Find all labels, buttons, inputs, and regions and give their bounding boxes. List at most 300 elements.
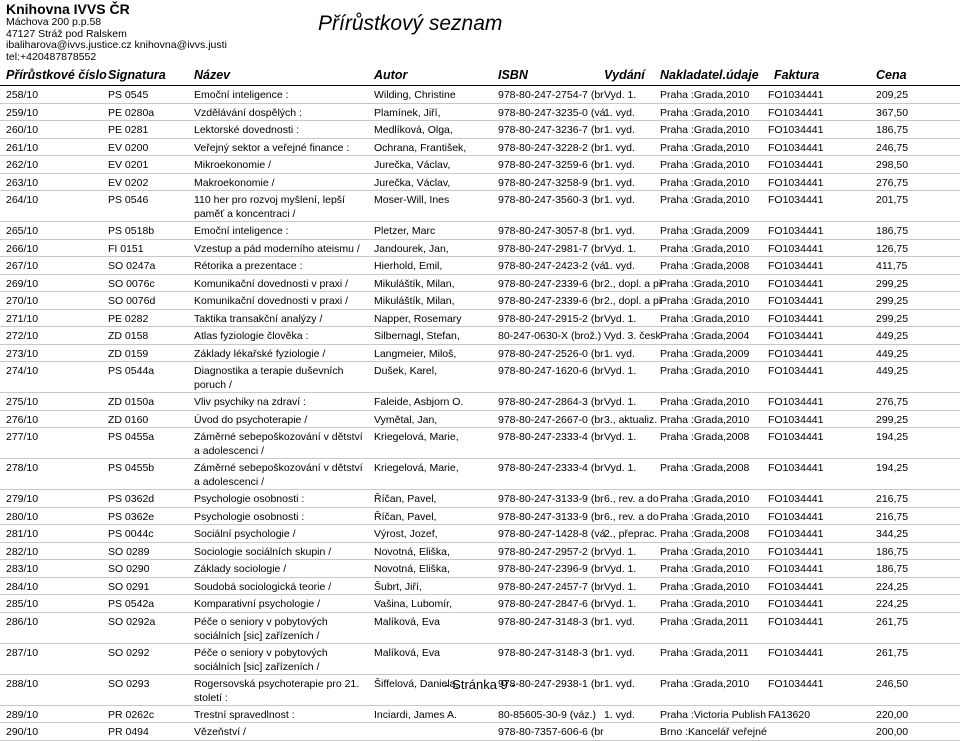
cell-publisher: Praha :Grada,2010: [660, 598, 750, 610]
cell-accession-number: 264/10: [6, 194, 39, 206]
cell-accession-number: 271/10: [6, 312, 39, 325]
cell-invoice: FO1034441: [768, 242, 824, 255]
cell-title: Atlas fyziologie člověka :: [194, 330, 309, 342]
table-row: [0, 240, 960, 258]
cell-signature: PS 0542a: [108, 598, 155, 610]
cell-invoice: FO1034441: [768, 598, 824, 610]
cell-accession-number: 282/10: [6, 545, 39, 558]
cell-edition: 6., rev. a do: [604, 510, 659, 523]
cell-author: Vymětal, Jan,: [374, 413, 438, 426]
cell-isbn: 978-80-247-3259-6 (br: [498, 159, 604, 171]
table-row: [0, 644, 960, 675]
header-signature: Signatura: [108, 68, 166, 82]
cell-publisher: Praha :Grada,2010: [660, 493, 750, 505]
cell-invoice: FO1034441: [768, 260, 824, 272]
library-info: [6, 2, 227, 63]
cell-title: Úvod do psychoterapie /: [194, 413, 308, 426]
cell-edition: Vyd. 1.: [604, 598, 637, 610]
cell-author: Wilding, Christine: [374, 89, 456, 101]
cell-accession-number: 263/10: [6, 176, 39, 189]
cell-author: Říčan, Pavel,: [374, 493, 437, 505]
cell-edition: 2., přeprac.: [604, 528, 658, 540]
cell-publisher: Brno :Kancelář veřejné: [660, 726, 767, 738]
cell-author: Moser-Will, Ines: [374, 194, 450, 206]
cell-publisher: Praha :Grada,2008: [660, 260, 750, 272]
cell-author: Mikuláštík, Milan,: [374, 295, 455, 307]
cell-signature: SO 0290: [108, 563, 150, 575]
cell-edition: Vyd. 3. česk: [604, 330, 661, 342]
cell-invoice: FO1034441: [768, 347, 824, 360]
cell-invoice: FO1034441: [768, 493, 824, 505]
table-row: [0, 222, 960, 240]
cell-isbn: 978-80-247-3148-3 (br: [498, 646, 604, 659]
cell-title: Komparativní psychologie /: [194, 598, 321, 610]
cell-price: 246,75: [876, 141, 909, 154]
cell-accession-number: 276/10: [6, 413, 39, 426]
cell-publisher: Praha :Grada,2009: [660, 225, 750, 237]
cell-price: 246,50: [876, 677, 909, 690]
cell-edition: Vyd. 1.: [604, 580, 637, 593]
table-row: [0, 393, 960, 411]
cell-title: Veřejný sektor a veřejné finance :: [194, 141, 350, 154]
cell-publisher: Praha :Grada,2009: [660, 347, 750, 360]
document-title: Přírůstkový seznam: [318, 12, 503, 35]
cell-invoice: FO1034441: [768, 312, 824, 325]
cell-title: Péče o seniory v pobytových sociálních [sic] zařízeních /: [194, 646, 328, 673]
cell-author: Hierhold, Emil,: [374, 260, 443, 272]
cell-invoice: FO1034441: [768, 106, 824, 119]
table-row: [0, 706, 960, 724]
cell-accession-number: 285/10: [6, 598, 39, 610]
cell-publisher: Praha :Grada,2011: [660, 615, 749, 628]
cell-author: Napper, Rosemary: [374, 312, 462, 325]
cell-signature: SO 0076d: [108, 295, 156, 307]
table-row: [0, 411, 960, 429]
cell-accession-number: 274/10: [6, 365, 39, 377]
cell-price: 186,75: [876, 563, 909, 575]
table-row: [0, 345, 960, 363]
cell-publisher: Praha :Grada,2010: [660, 396, 750, 408]
cell-signature: SO 0076c: [108, 277, 155, 290]
cell-edition: 1. vyd.: [604, 124, 635, 136]
table-row: [0, 104, 960, 122]
cell-accession-number: 259/10: [6, 106, 39, 119]
cell-accession-number: 262/10: [6, 159, 39, 171]
cell-author: Mikuláštík, Milan,: [374, 277, 455, 290]
library-name: Knihovna IVVS ČR: [6, 1, 130, 17]
cell-author: Jurečka, Václav,: [374, 176, 451, 189]
cell-edition: Vyd. 1.: [604, 312, 637, 325]
accession-table: [0, 86, 960, 741]
cell-author: Šiffelová, Daniela,: [374, 677, 459, 690]
cell-invoice: FO1034441: [768, 580, 824, 593]
cell-signature: SO 0291: [108, 580, 150, 593]
library-address-line: Máchova 200 p.p.58: [6, 16, 102, 28]
cell-accession-number: 280/10: [6, 510, 39, 523]
cell-publisher: Praha :Grada,2010: [660, 545, 750, 558]
cell-accession-number: 265/10: [6, 225, 39, 237]
cell-author: Výrost, Jozef,: [374, 528, 438, 540]
cell-price: 276,75: [876, 176, 909, 189]
cell-isbn: 978-80-247-2333-4 (br: [498, 462, 604, 474]
cell-price: 299,25: [876, 413, 909, 426]
cell-title: Emoční inteligence :: [194, 89, 289, 101]
cell-invoice: FO1034441: [768, 141, 824, 154]
cell-isbn: 978-80-247-2915-2 (br: [498, 312, 604, 325]
cell-signature: PS 0362e: [108, 510, 155, 523]
cell-isbn: 978-80-247-2457-7 (br: [498, 580, 604, 593]
cell-invoice: FO1034441: [768, 563, 824, 575]
table-row: [0, 459, 960, 490]
cell-price: 261,75: [876, 646, 909, 659]
cell-publisher: Praha :Grada,2008: [660, 528, 750, 540]
cell-price: 299,25: [876, 277, 909, 290]
cell-author: Novotná, Eliška,: [374, 563, 450, 575]
cell-publisher: Praha :Grada,2010: [660, 677, 750, 690]
cell-price: 186,75: [876, 225, 909, 237]
cell-publisher: Praha :Grada,2010: [660, 106, 750, 119]
library-email-line: ibaliharova@ivvs.justice.cz knihovna@ivvs.justi: [6, 39, 227, 51]
cell-edition: 1. vyd.: [604, 677, 635, 690]
cell-accession-number: 286/10: [6, 615, 39, 628]
cell-invoice: FO1034441: [768, 413, 824, 426]
cell-signature: PE 0281: [108, 124, 149, 136]
table-row: [0, 508, 960, 526]
header-isbn: ISBN: [498, 68, 528, 82]
cell-accession-number: 277/10: [6, 431, 39, 443]
cell-invoice: FO1034441: [768, 646, 824, 659]
table-row: [0, 327, 960, 345]
cell-author: Říčan, Pavel,: [374, 510, 437, 523]
cell-publisher: Praha :Grada,2010: [660, 124, 750, 136]
cell-isbn: 978-80-247-2847-6 (br: [498, 598, 604, 610]
cell-price: 194,25: [876, 431, 909, 443]
cell-publisher: Praha :Grada,2008: [660, 462, 750, 474]
cell-title: Vzestup a pád moderního ateismu /: [194, 242, 360, 255]
cell-invoice: FO1034441: [768, 295, 824, 307]
table-row: [0, 275, 960, 293]
cell-invoice: FO1034441: [768, 528, 824, 540]
table-row: [0, 525, 960, 543]
table-row: [0, 595, 960, 613]
cell-signature: ZD 0160: [108, 413, 149, 426]
cell-publisher: Praha :Grada,2010: [660, 580, 750, 593]
cell-title: Komunikační dovednosti v praxi /: [194, 295, 349, 307]
cell-title: Soudobá sociologická teorie /: [194, 580, 332, 593]
cell-title: Vliv psychiky na zdraví :: [194, 396, 307, 408]
cell-author: Medlíková, Olga,: [374, 124, 453, 136]
cell-publisher: Praha :Grada,2010: [660, 413, 750, 426]
cell-publisher: Praha :Grada,2010: [660, 141, 750, 154]
cell-isbn: 80-85605-30-9 (váz.): [498, 708, 597, 721]
cell-accession-number: 283/10: [6, 563, 39, 575]
cell-accession-number: 278/10: [6, 462, 39, 474]
cell-title: Komunikační dovednosti v praxi /: [194, 277, 349, 290]
table-row: [0, 560, 960, 578]
cell-price: 411,75: [876, 260, 908, 272]
cell-author: Vašina, Lubomír,: [374, 598, 453, 610]
cell-edition: Vyd. 1.: [604, 242, 637, 255]
cell-isbn: 978-80-247-2339-6 (br: [498, 295, 604, 307]
cell-invoice: FO1034441: [768, 89, 824, 101]
cell-edition: 1. vyd.: [604, 225, 635, 237]
cell-publisher: Praha :Grada,2008: [660, 431, 750, 443]
cell-invoice: FO1034441: [768, 176, 824, 189]
cell-author: Kriegelová, Marie,: [374, 462, 459, 474]
cell-signature: ZD 0158: [108, 330, 149, 342]
cell-invoice: FO1034441: [768, 462, 824, 474]
cell-price: 299,25: [876, 295, 909, 307]
cell-edition: 1. vyd.: [604, 615, 635, 628]
cell-edition: 1. vyd.: [604, 176, 635, 189]
cell-author: Plamínek, Jiří,: [374, 106, 441, 119]
table-row: [0, 174, 960, 192]
cell-isbn: 978-80-247-3560-3 (br: [498, 194, 604, 206]
cell-price: 367,50: [876, 106, 909, 119]
cell-accession-number: 279/10: [6, 493, 39, 505]
table-row: [0, 292, 960, 310]
cell-signature: PS 0546: [108, 194, 149, 206]
cell-edition: Vyd. 1.: [604, 563, 637, 575]
table-row: [0, 86, 960, 104]
cell-isbn: 978-80-247-2957-2 (br: [498, 545, 604, 558]
library-phone-line: tel:+420487878552: [6, 50, 97, 63]
cell-title: Vězeňství /: [194, 726, 246, 738]
cell-accession-number: 267/10: [6, 260, 39, 272]
cell-author: Silbernagl, Stefan,: [374, 330, 460, 342]
table-row: [0, 257, 960, 275]
cell-edition: Vyd. 1.: [604, 462, 637, 474]
cell-accession-number: 269/10: [6, 277, 39, 290]
cell-author: Šubrt, Jiří,: [374, 580, 422, 593]
cell-signature: SO 0292a: [108, 615, 156, 628]
cell-isbn: 978-80-247-1428-8 (vá: [498, 528, 606, 540]
cell-accession-number: 275/10: [6, 396, 39, 408]
table-row: [0, 723, 960, 741]
cell-isbn: 978-80-247-3236-7 (br: [498, 124, 604, 136]
cell-publisher: Praha :Grada,2010: [660, 89, 750, 101]
cell-publisher: Praha :Grada,2004: [660, 330, 750, 342]
header-accession-number: Přírůstkové číslo: [6, 68, 107, 82]
cell-edition: 6., rev. a do: [604, 493, 659, 505]
cell-accession-number: 270/10: [6, 295, 39, 307]
cell-title: Mikroekonomie /: [194, 159, 272, 171]
cell-title: 110 her pro rozvoj myšlení, lepší paměť a koncentraci /: [194, 194, 345, 220]
table-row: [0, 362, 960, 393]
cell-title: Lektorské dovednosti :: [194, 124, 300, 136]
cell-signature: PS 0545: [108, 89, 149, 101]
cell-isbn: 978-80-7357-606-6 (br: [498, 726, 604, 738]
cell-publisher: Praha :Grada,2010: [660, 365, 750, 377]
header-edition: Vydání: [604, 68, 645, 82]
cell-publisher: Praha :Grada,2011: [660, 646, 749, 659]
cell-isbn: 978-80-247-2526-0 (br: [498, 347, 604, 360]
cell-edition: 1. vyd.: [604, 646, 635, 659]
cell-title: Vzdělávání dospělých :: [194, 106, 302, 119]
cell-accession-number: 272/10: [6, 330, 39, 342]
cell-edition: Vyd. 1.: [604, 431, 637, 443]
cell-edition: 2., dopl. a pi: [604, 295, 662, 307]
cell-edition: 2., dopl. a pi: [604, 277, 662, 290]
header-invoice: Faktura: [774, 68, 820, 82]
table-row: [0, 578, 960, 596]
cell-accession-number: 288/10: [6, 677, 39, 690]
cell-isbn: 978-80-247-2754-7 (br: [498, 89, 604, 101]
cell-edition: Vyd. 1.: [604, 89, 637, 101]
cell-isbn: 978-80-247-2333-4 (br: [498, 431, 604, 443]
table-row: [0, 191, 960, 222]
cell-signature: ZD 0159: [108, 347, 149, 360]
cell-edition: Vyd. 1.: [604, 396, 637, 408]
cell-publisher: Praha :Grada,2010: [660, 194, 750, 206]
cell-title: Sociologie sociálních skupin /: [194, 545, 332, 558]
cell-isbn: 978-80-247-3133-9 (br: [498, 510, 604, 523]
cell-edition: 1. vyd.: [604, 141, 635, 154]
cell-isbn: 978-80-247-3228-2 (br: [498, 141, 604, 154]
cell-accession-number: 281/10: [6, 528, 39, 540]
cell-signature: PS 0544a: [108, 365, 155, 377]
cell-publisher: Praha :Grada,2010: [660, 312, 750, 325]
cell-author: Jandourek, Jan,: [374, 242, 449, 255]
cell-publisher: Praha :Grada,2010: [660, 159, 750, 171]
cell-title: Makroekonomie /: [194, 176, 275, 189]
cell-accession-number: 287/10: [6, 646, 39, 659]
cell-title: Rogersovská psychoterapie pro 21. století :: [194, 677, 360, 704]
cell-price: 276,75: [876, 396, 909, 408]
cell-author: Malíková, Eva: [374, 615, 440, 628]
cell-signature: PE 0280a: [108, 106, 155, 119]
cell-publisher: Praha :Grada,2010: [660, 563, 750, 575]
page-number: - Stránka 9 -: [444, 677, 516, 692]
table-row: [0, 310, 960, 328]
cell-accession-number: 290/10: [6, 726, 39, 738]
cell-price: 449,25: [876, 347, 909, 360]
cell-price: 216,75: [876, 493, 909, 505]
cell-accession-number: 260/10: [6, 124, 39, 136]
cell-isbn: 80-247-0630-X (brož.): [498, 330, 602, 342]
cell-invoice: FO1034441: [768, 510, 824, 523]
cell-price: 224,25: [876, 598, 909, 610]
header-author: Autor: [374, 68, 408, 82]
cell-signature: EV 0202: [108, 176, 149, 189]
library-address-line: 47127 Stráž pod Ralskem: [6, 27, 127, 40]
cell-signature: FI 0151: [108, 242, 144, 255]
cell-edition: 1. vyd.: [604, 260, 635, 272]
cell-author: Dušek, Karel,: [374, 365, 438, 377]
cell-signature: SO 0289: [108, 545, 150, 558]
cell-title: Záměrné sebepoškozování v dětství a adolescenci /: [194, 462, 363, 488]
cell-isbn: 978-80-247-2339-6 (br: [498, 277, 604, 290]
cell-signature: PR 0494: [108, 726, 149, 738]
cell-author: Langmeier, Miloš,: [374, 347, 457, 360]
cell-accession-number: 284/10: [6, 580, 39, 593]
cell-isbn: 978-80-247-3148-3 (br: [498, 615, 604, 628]
cell-invoice: FO1034441: [768, 431, 824, 443]
cell-price: 126,75: [876, 242, 909, 255]
cell-title: Emoční inteligence :: [194, 225, 289, 237]
cell-invoice: FO1034441: [768, 396, 824, 408]
cell-price: 449,25: [876, 330, 909, 342]
cell-isbn: 978-80-247-3133-9 (br: [498, 493, 604, 505]
cell-title: Základy lékařské fyziologie /: [194, 347, 326, 360]
cell-publisher: Praha :Grada,2010: [660, 277, 750, 290]
cell-title: Psychologie osobnosti :: [194, 510, 305, 523]
cell-title: Diagnostika a terapie duševních poruch /: [194, 365, 344, 391]
table-row: [0, 428, 960, 459]
cell-price: 209,25: [876, 89, 909, 101]
cell-signature: SO 0292: [108, 646, 150, 659]
table-header: [0, 68, 960, 84]
cell-price: 449,25: [876, 365, 909, 377]
cell-isbn: 978-80-247-2423-2 (vá: [498, 260, 606, 272]
cell-title: Rétorika a prezentace :: [194, 260, 303, 272]
cell-author: Inciardi, James A.: [374, 708, 457, 721]
cell-edition: 1. vyd.: [604, 194, 635, 206]
cell-accession-number: 261/10: [6, 141, 39, 154]
cell-author: Jurečka, Václav,: [374, 159, 451, 171]
header-publisher: Nakladatel.údaje: [660, 68, 759, 82]
cell-author: Malíková, Eva: [374, 646, 440, 659]
table-row: [0, 543, 960, 561]
cell-accession-number: 273/10: [6, 347, 39, 360]
cell-signature: PR 0262c: [108, 708, 155, 721]
cell-isbn: 978-80-247-3057-8 (br: [498, 225, 604, 237]
cell-author: Kriegelová, Marie,: [374, 431, 459, 443]
table-row: [0, 490, 960, 508]
cell-signature: SO 0247a: [108, 260, 156, 272]
table-row: [0, 139, 960, 157]
header-price: Cena: [876, 68, 907, 82]
cell-signature: PS 0455a: [108, 431, 155, 443]
cell-signature: EV 0201: [108, 159, 149, 171]
cell-price: 224,25: [876, 580, 909, 593]
cell-edition: 1. vyd.: [604, 347, 635, 360]
cell-isbn: 978-80-247-2667-0 (br: [498, 413, 604, 426]
cell-title: Trestní spravedlnost :: [194, 708, 295, 721]
cell-title: Sociální psychologie /: [194, 528, 296, 540]
cell-invoice: FO1034441: [768, 365, 824, 377]
cell-invoice: FO1034441: [768, 124, 824, 136]
cell-signature: PS 0362d: [108, 493, 155, 505]
cell-isbn: 978-80-247-2864-3 (br: [498, 396, 604, 408]
cell-price: 220,00: [876, 708, 909, 721]
cell-invoice: FO1034441: [768, 225, 824, 237]
cell-signature: PE 0282: [108, 312, 149, 325]
table-row: [0, 613, 960, 644]
cell-price: 299,25: [876, 312, 909, 325]
cell-title: Taktika transakční analýzy /: [194, 312, 323, 325]
cell-author: Ochrana, František,: [374, 141, 467, 154]
cell-isbn: 978-80-247-2938-1 (br: [498, 677, 604, 690]
cell-edition: Vyd. 1.: [604, 365, 637, 377]
cell-signature: SO 0293: [108, 677, 150, 690]
cell-accession-number: 266/10: [6, 242, 39, 255]
cell-author: Faleide, Asbjorn O.: [374, 396, 464, 408]
header-title: Název: [194, 68, 231, 82]
cell-signature: ZD 0150a: [108, 396, 155, 408]
cell-edition: Vyd. 1.: [604, 545, 637, 558]
cell-price: 194,25: [876, 462, 909, 474]
cell-invoice: FO1034441: [768, 277, 824, 290]
cell-invoice: FO1034441: [768, 159, 824, 171]
cell-publisher: Praha :Victoria Publish: [660, 708, 767, 721]
cell-title: Péče o seniory v pobytových sociálních [sic] zařízeních /: [194, 615, 328, 642]
cell-edition: 1. vyd.: [604, 106, 635, 119]
table-row: [0, 156, 960, 174]
cell-publisher: Praha :Grada,2010: [660, 510, 750, 523]
cell-price: 186,75: [876, 124, 909, 136]
cell-price: 261,75: [876, 615, 909, 628]
